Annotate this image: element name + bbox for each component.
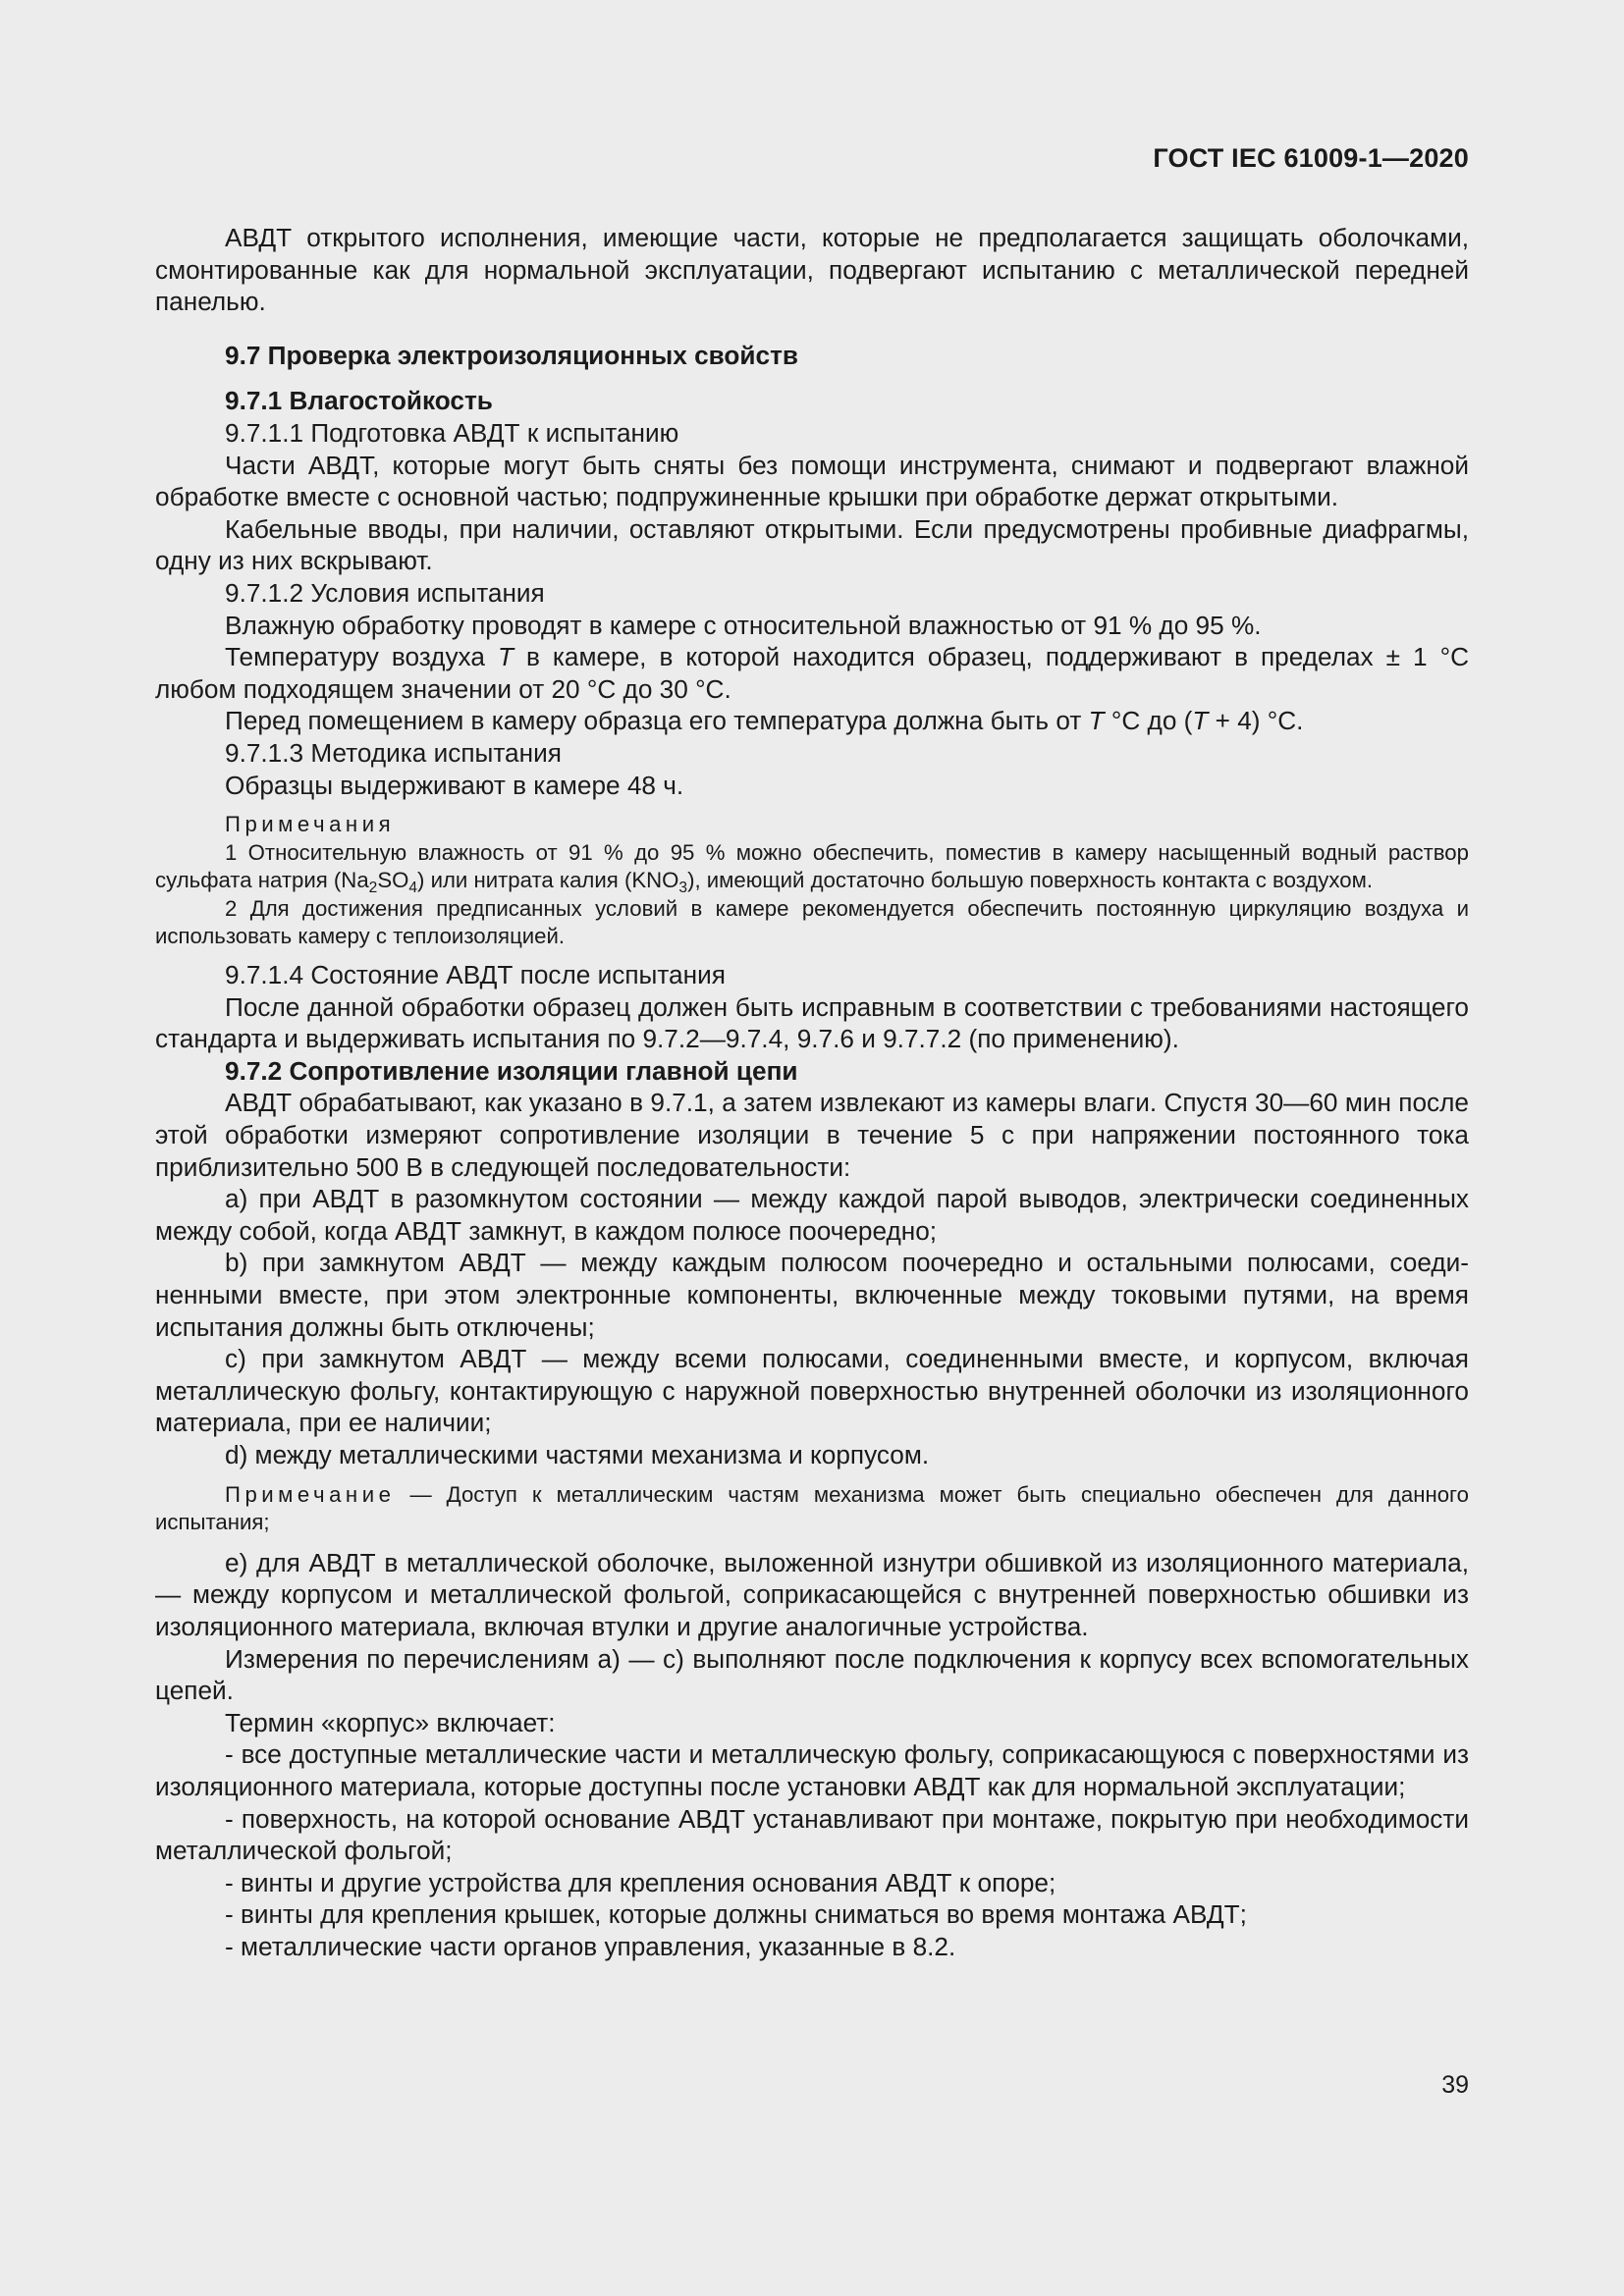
paragraph: Измерения по перечислениям a) — c) выполняют после подключения к корпусу всех вспомогательных цепей. [155,1643,1469,1706]
paragraph: Термин «корпус» включает: [225,1707,556,1737]
note-1: 1 Относительную влажность от 91 % до 95 % можно обеспечить, поместив в камеру насыщенный водный раствор сульфата натрия $(Na_2SO_4)$ или нитрата калия $(KNO_3)$, имеющий достаточно большую поверхность контакта с воздухом. [155,839,1469,897]
dash-item: - все доступные металлические части и металлическую фольгу, соприкасающуюся с поверхностями из изоляционного материала, которые доступны после установки АВДТ как для нормальной эксплуатации; [155,1739,1469,1801]
temperature-symbol: T [497,642,514,672]
dash-item: - винты и другие устройства для крепления основания АВДТ к опоре; [225,1867,1056,1897]
list-item-e: e) для АВДТ в металлической оболочке, выложенной изнутри обшивкой из изоляционного материала, — между корпусом и металлической фольгой, соприкасающейся с внутренней поверхностью обшивки из изоляционного материала, включая втулки и другие аналогичные устройства. [155,1547,1469,1641]
note-label: Примечание [225,1481,396,1507]
page-number: 39 [1441,2071,1469,2099]
dash-item: - винты для крепления крышек, которые должны сниматься во время монтажа АВДТ; [225,1899,1247,1930]
list-item-d: d) между металлическими частями механизма и корпусом. [225,1439,930,1469]
intro-paragraph: АВДТ открытого исполнения, имеющие части, которые не предполагается защищать оболочками, смонтированные как для нормальной эксплуатации, подвергают испытанию с металлической передней панелью. [155,223,1469,317]
section-heading-9-7-1-1: 9.7.1.1 Подготовка АВДТ к испытанию [225,417,679,448]
page-content [155,222,1469,1962]
list-item-b: b) при замкнутом АВДТ — между каждым полюсом поочередно и остальными полюсами, соединенными вместе, при этом электронные компоненты, включенные между токовыми путями, на время испытания должны быть отключены; [155,1248,1469,1342]
notes-title: Примечания [225,812,396,837]
document-code-header: ГОСТ IEC 61009-1—2020 [1153,143,1469,173]
note-3: Примечание — Доступ к металлическим частям механизма может быть специально обеспечен для данного испытания; [155,1481,1469,1535]
note-2: 2 Для достижения предписанных условий в камере рекомендуется обеспечить постоянную циркуляцию воздуха и использовать камеру с теплоизоляцией. [155,895,1469,949]
section-heading-9-7-2: 9.7.2 Сопротивление изоляции главной цепи [225,1055,798,1086]
paragraph: Температуру воздуха T в камере, в которой находится образец, поддерживают в пределах ± 1 °С любом подходящем значении от 20 °С до 30 °С. [155,642,1470,704]
section-heading-9-7: 9.7 Проверка электроизоляционных свойств [225,340,799,370]
paragraph: АВДТ обрабатывают, как указано в 9.7.1, а затем извлекают из камеры влаги. Спустя 30—60 мин после этой обработки измеряют сопротивление изоляции в течение 5 с при напряжении постоянного тока приблизительно 500 В в следующей последовательности: [155,1088,1469,1182]
paragraph: Влажную обработку проводят в камере с относительной влажностью от 91 % до 95 %. [225,610,1262,640]
section-heading-9-7-1-4: 9.7.1.4 Состояние АВДТ после испытания [225,960,726,990]
paragraph: Образцы выдерживают в камере 48 ч. [225,770,684,800]
paragraph: Кабельные вводы, при наличии, оставляют открытыми. Если предусмотрены пробивные диафрагмы, одну из них вскрывают. [155,513,1469,576]
dash-item: - металлические части органов управления, указанные в 8.2. [225,1931,956,1961]
list-item-c: c) при замкнутом АВДТ — между всеми полюсами, соединенными вместе, и корпусом, включая металлическую фольгу, контактирующую с наружной поверхностью внутренней оболочки из изоляционного материала, при ее наличии; [155,1344,1469,1438]
paragraph: Перед помещением в камеру образца его температура должна быть от T °С до (T + 4) °С. [225,706,1304,736]
list-item-a: a) при АВДТ в разомкнутом состоянии — между каждой парой выводов, электрически соединенных между собой, когда АВДТ замкнут, в каждом полюсе поочередно; [155,1184,1469,1246]
temperature-symbol: T [1192,706,1209,736]
section-heading-9-7-1: 9.7.1 Влагостойкость [225,386,493,416]
paragraph: После данной обработки образец должен быть исправным в соответствии с требованиями настоящего стандарта и выдерживать испытания по 9.7.2—9.7.4, 9.7.6 и 9.7.7.2 (по применению). [155,991,1469,1054]
section-heading-9-7-1-2: 9.7.1.2 Условия испытания [225,577,545,608]
temperature-symbol: T [1088,706,1105,736]
dash-item: - поверхность, на которой основание АВДТ устанавливают при монтаже, покрытую при необходимости металлической фольгой; [155,1803,1469,1866]
paragraph: Части АВДТ, которые могут быть сняты без помощи инструмента, снимают и подвергают влажной обработке вместе с основной частью; подпружиненные крышки при обработке держат открытыми. [155,450,1469,512]
section-heading-9-7-1-3: 9.7.1.3 Методика испытания [225,737,562,768]
